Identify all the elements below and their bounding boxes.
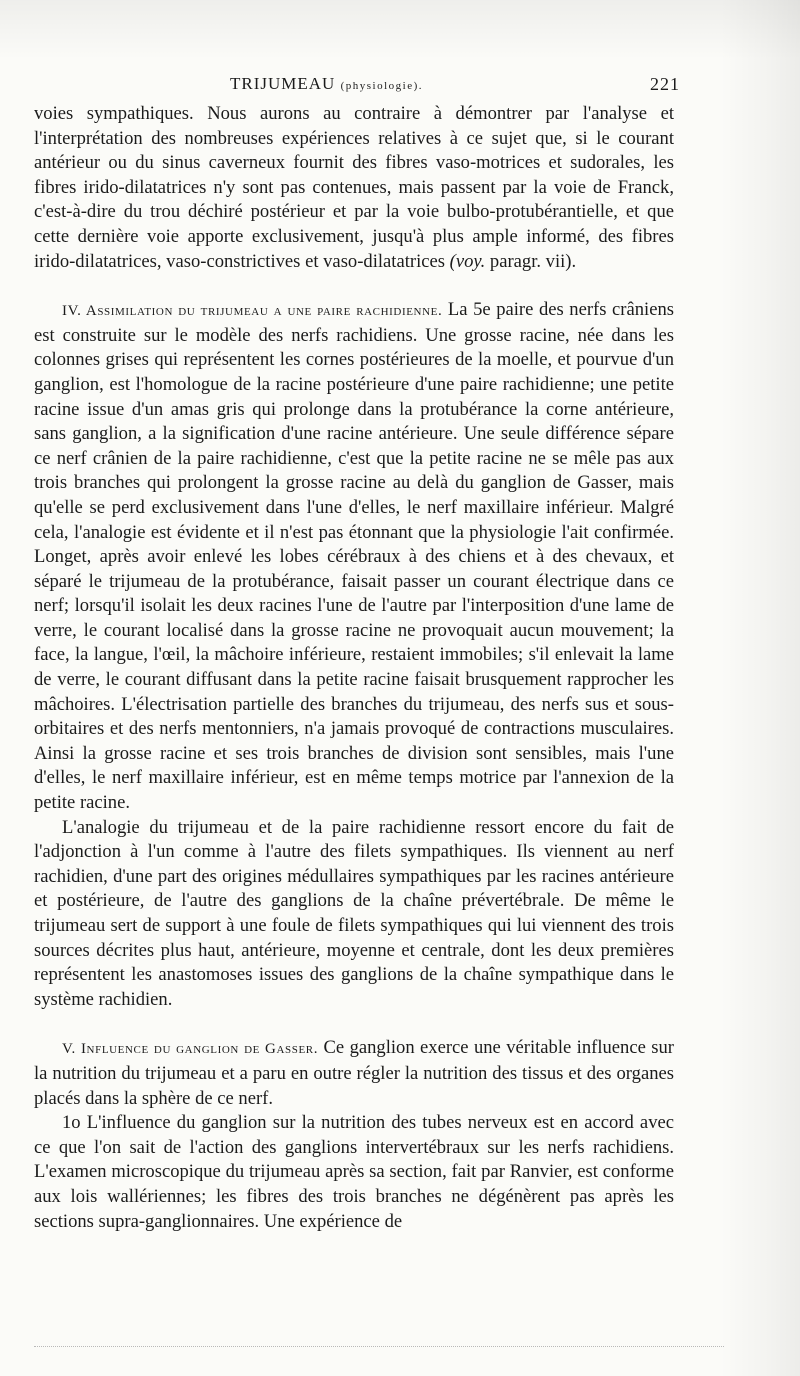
page-body xyxy=(34,102,674,1234)
page-number: 221 xyxy=(650,74,680,94)
running-header xyxy=(34,74,680,98)
paragraph-analogy-text: L'analogie du trijumeau et de la paire rachidienne ressort encore du fait de l'adjonction à l'un comme à l'autre des filets sympathiques. Ils viennent au nerf rachidien, d'une part des origines médullaires sympathiques par les racines antérieure et postérieure, de l'autre des ganglions de la chaîne prévertébrale. De même le trijumeau sert de support à une foule de filets sympathiques qui lui viennent des trois sources décrites plus haut, antérieure, moyenne et centrale, dont les deux premières représentent les anastomoses issues des ganglions de la chaîne sympathique dans le système rachidien. xyxy=(34,816,674,1010)
header-title-paren: (physiologie). xyxy=(340,80,424,92)
header-title xyxy=(230,74,423,94)
cross-reference-end: paragr. vii). xyxy=(489,250,577,272)
page-bottom-rule xyxy=(34,1346,724,1347)
section-iv xyxy=(34,298,674,815)
section-v xyxy=(34,1036,674,1111)
paragraph-continuation xyxy=(34,102,674,274)
section-iv-text: La 5e paire des nerfs crâniens est construite sur le modèle des nerfs rachidiens. Une grosse racine, née dans les colonnes grises qui représentent les cornes postérieures de la moelle, et pourvue d'un ganglion, est l'homologue de la racine postérieure d'une paire rachidienne; une petite racine issue d'un amas gris qui prolonge dans la protubérance la corne antérieure, sans ganglion, a la signification d'une racine antérieure. Une seule différence sépare ce nerf crânien de la paire rachidienne, c'est que la petite racine ne se mêle pas aux trois branches qui prolongent la grosse racine au delà du ganglion de Gasser, mais qu'elle se perd exclusivement dans l'une d'elles, le nerf maxillaire inférieur. Malgré cela, l'analogie est évidente et il n'est pas étonnant que la physiologie l'ait confirmée. Longet, après avoir enlevé les lobes cérébraux à des chiens et à des chevaux, et séparé le trijumeau de la protubérance, faisait passer un courant électrique dans ce nerf; lorsqu'il isolait les deux racines l'une de l'autre par l'interposition d'une lame de verre, le courant localisé dans la grosse racine ne provoquait aucun mouvement; la face, la langue, l'œil, la mâchoire inférieure, restaient immobiles; s'il enlevait la lame de verre, le courant diffusant dans la petite racine faisait brusquement rapprocher les mâchoires. L'électrisation partielle des branches du trijumeau, des nerfs sus et sous-orbitaires et des nerfs mentonniers, n'a jamais provoqué de contractions musculaires. Ainsi la grosse racine et ses trois branches de division sont sensibles, mais l'une d'elles, le nerf maxillaire inférieur, est en même temps motrice par l'annexion de la petite racine. xyxy=(34,299,674,814)
paragraph-point-1 xyxy=(34,1111,674,1234)
paragraph-point-1-text: 1o L'influence du ganglion sur la nutrition des tubes nerveux est en accord avec ce que l'on sait de l'action des ganglions intervertébraux sur les nerfs rachidiens. L'examen microscopique du trijumeau après sa section, fait par Ranvier, est conforme aux lois wallériennes; les fibres des trois branches ne dégénèrent pas après les sections supra-ganglionnaires. Une expérience de xyxy=(34,1112,674,1232)
paragraph-text: voies sympathiques. Nous aurons au contraire à démontrer par l'analyse et l'interprétation des nombreuses expériences relatives à ce sujet que, si le courant antérieur ou du sinus caverneux fournit des fibres vaso-motrices et sudorales, les fibres irido-dilatatrices n'y sont pas contenues, mais passent par la voie de Franck, c'est-à-dire du trou déchiré postérieur et par la voie bulbo-protubérantielle, et que cette dernière voie apporte exclusivement, jusqu'à plus ample informé, des fibres irido-dilatatrices, vaso-constrictives et vaso-dilatatrices xyxy=(34,103,674,272)
page-top-shadow xyxy=(0,0,800,60)
section-v-heading: V. Influence du ganglion de Gasser. xyxy=(62,1041,319,1058)
paragraph-analogy xyxy=(34,816,674,1013)
section-iv-heading: IV. Assimilation du trijumeau a une paire rachidienne. xyxy=(62,303,443,320)
section-v-text: Ce ganglion exerce une véritable influence sur la nutrition du trijumeau et a paru en outre régler la nutrition des tissus et des organes placés dans la sphère de ce nerf. xyxy=(34,1037,674,1109)
cross-reference-voy: (voy. xyxy=(449,250,486,272)
header-title-main: TRIJUMEAU xyxy=(230,74,336,93)
page-edge-shadow xyxy=(720,0,800,1376)
